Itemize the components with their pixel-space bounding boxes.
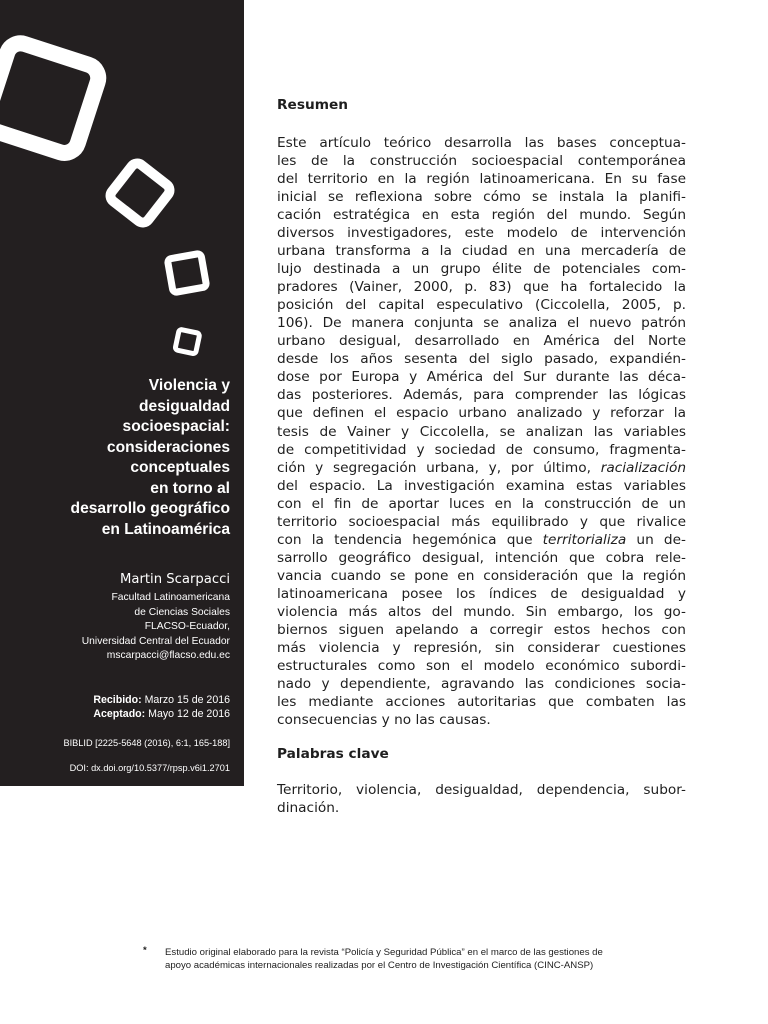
title-line: desigualdad: [139, 397, 230, 415]
abstract-line: das posteriores. Además, para comprender las lógicas: [277, 387, 686, 404]
biblid-reference: BIBLID [2225-5648 (2016), 6:1, 165-188]: [63, 738, 230, 748]
abstract-line: vancia cuando se pone en consideración que la región: [277, 567, 686, 584]
abstract-line: pradores (Vainer, 2000, p. 83) que ha fortalecido la: [277, 279, 686, 296]
title-line: conceptuales: [130, 459, 230, 476]
abstract-heading: Resumen: [277, 97, 349, 113]
accepted-label: Aceptado:: [93, 708, 146, 720]
abstract-line: nado y dependiente, agravando las condiciones socia-: [277, 675, 686, 692]
keywords-heading: Palabras clave: [277, 746, 389, 763]
abstract-line: urbano desigual, desarrollado en América del Norte: [277, 333, 686, 350]
abstract-line: inicial se reflexiona sobre cómo se instala la planifi-: [277, 189, 686, 206]
title-line: en Latinoamérica: [101, 520, 230, 538]
affiliation-line: de Ciencias Sociales: [134, 606, 230, 618]
medium-square-shape: [108, 161, 173, 226]
abstract-line: [277, 459, 686, 477]
keywords-line: Territorio, violencia, desigualdad, dependencia, subor-: [277, 782, 686, 799]
abstract-line: de competitividad y sociedad de consumo, fragmenta-: [277, 441, 686, 458]
abstract-line: diversos investigadores, este modelo de intervención: [277, 225, 686, 242]
abstract-line: estructurales como son el modelo económico subordi-: [277, 657, 686, 674]
accepted-date-row: [10, 707, 230, 721]
abstract-line: les mediante acciones autoritarias que combaten las: [277, 693, 686, 710]
received-date: Marzo 15 de 2016: [144, 694, 230, 706]
author-email[interactable]: mscarpacci@flacso.edu.ec: [106, 650, 230, 661]
author-affiliation: [10, 591, 230, 664]
abstract-column: [277, 96, 686, 817]
small-square-shape: [167, 253, 206, 292]
abstract-line: tesis de Vainer y Ciccolella, se analizan las variables: [277, 423, 686, 440]
abstract-line: posición del capital especulativo (Ciccolella, 2005, p.: [277, 297, 686, 314]
abstract-line: consecuencias y no las causas.: [277, 712, 491, 728]
footnote-line: apoyo académicas internacionales realizadas por el Centro de Investigación Científica (CINC-ANSP): [165, 960, 594, 971]
doi-link[interactable]: DOI: dx.doi.org/10.5377/rpsp.v6i1.2701: [69, 763, 230, 773]
affiliation-line: FLACSO-Ecuador,: [144, 621, 230, 632]
title-line: Violencia y: [148, 377, 230, 394]
received-label: Recibido:: [93, 694, 142, 706]
italic-term: territorializa: [542, 531, 627, 548]
abstract-line: más violencia y represión, sin considerar cuestiones: [277, 639, 686, 656]
abstract-body: [277, 134, 686, 729]
title-line: desarrollo geográfico: [70, 500, 230, 517]
footnote-line: Estudio original elaborado para la revista “Policía y Seguridad Pública” en el marco de las gestiones de: [165, 947, 603, 958]
abstract-line: [277, 531, 686, 549]
abstract-line: que definen el espacio urbano analizado y reforzar la: [277, 405, 686, 422]
article-title: [20, 376, 230, 540]
title-line: en torno al: [150, 479, 230, 497]
abstract-line: violencia más altos del mundo. Sin embargo, los go-: [277, 603, 686, 620]
author-name: Martin Scarpacci: [119, 572, 230, 587]
footnote-text: [165, 946, 723, 972]
tiny-square-shape: [175, 329, 200, 354]
affiliation-line: Facultad Latinoamericana: [111, 592, 230, 603]
article-dates: [10, 693, 230, 721]
abstract-line-text: un de-: [626, 531, 686, 548]
keywords-body: [277, 781, 686, 817]
footnote-marker: *: [143, 945, 147, 956]
abstract-line: territorio socioespacial más equilibrado y que rivalice: [277, 513, 686, 530]
abstract-line: Este artículo teórico desarrolla las bases conceptua-: [277, 135, 686, 151]
keywords-line: dinación.: [277, 800, 340, 817]
title-line: consideraciones: [106, 438, 230, 456]
abstract-line: sarrollo geográfico desigual, intención que cobra rele-: [277, 549, 686, 566]
accepted-date: Mayo 12 de 2016: [148, 708, 230, 720]
abstract-line-text: ción y segregación urbana, y, por último,: [277, 459, 601, 476]
abstract-line: con el fin de aportar luces en la construcción de un: [277, 495, 686, 512]
abstract-line: les de la construcción socioespacial contemporánea: [277, 153, 686, 170]
abstract-line: del espacio. La investigación examina estas variables: [277, 477, 686, 494]
sidebar-panel: [0, 0, 244, 786]
affiliation-line: Universidad Central del Ecuador: [81, 635, 230, 647]
abstract-line: latinoamericana posee los índices de desigualdad y: [277, 585, 686, 602]
abstract-line: desde los años sesenta del siglo pasado, expandién-: [277, 351, 686, 368]
abstract-line: cación estratégica en esta región del mundo. Según: [277, 207, 686, 224]
abstract-line: del territorio en la región latinoamericana. En su fase: [277, 171, 686, 188]
italic-term: racialización: [600, 459, 686, 476]
footnote: [143, 946, 723, 972]
large-square-shape: [0, 40, 102, 157]
abstract-line: 106). De manera conjunta se analiza el nuevo patrón: [277, 315, 686, 332]
abstract-line-text: con la tendencia hegemónica que: [277, 531, 543, 548]
title-line: socioespacial:: [122, 418, 230, 435]
received-date-row: [10, 693, 230, 707]
decorative-squares: [0, 0, 244, 360]
abstract-line: dose por Europa y América del Sur durante las déca-: [277, 369, 686, 386]
abstract-line: lujo destinada a un grupo élite de potenciales com-: [277, 261, 686, 278]
abstract-line: biernos siguen apelando a corregir estos hechos con: [277, 621, 686, 638]
abstract-line: urbana transforma a la ciudad en una mercadería de: [277, 243, 686, 260]
